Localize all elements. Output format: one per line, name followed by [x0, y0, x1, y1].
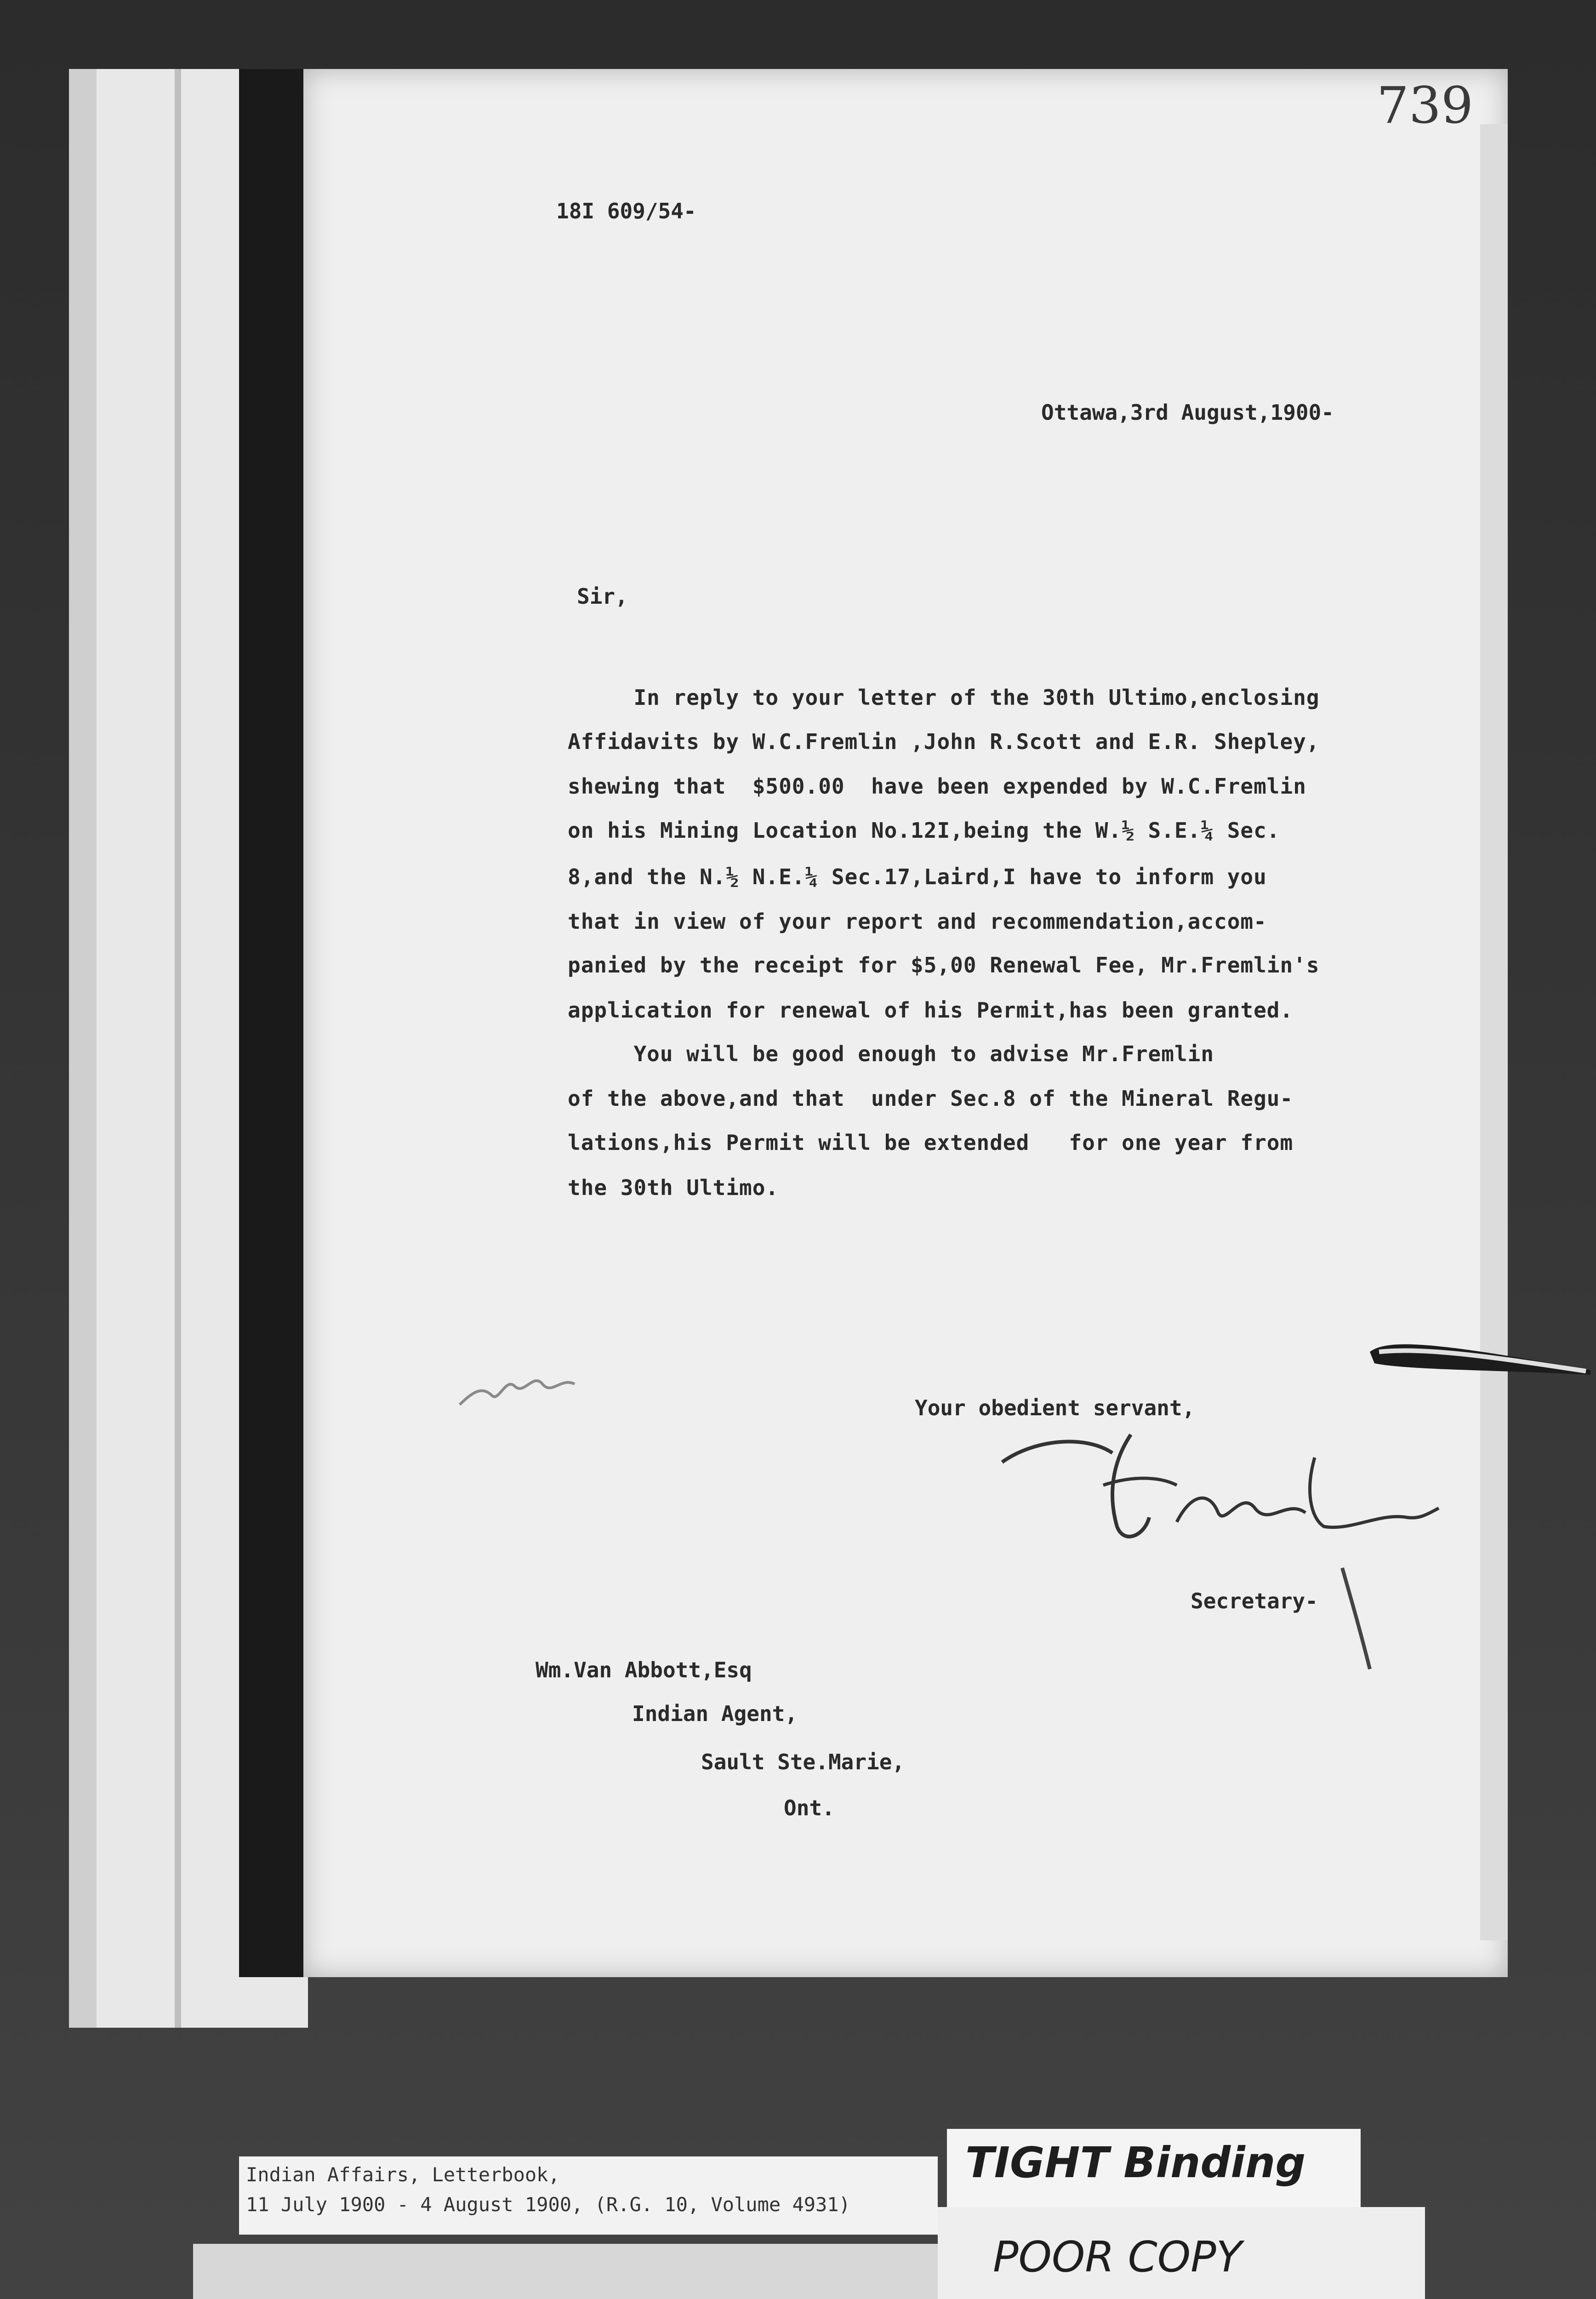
- letter-page: [303, 69, 1508, 1977]
- binding-shadow: [69, 69, 97, 2028]
- body-line: 8,and the N.½ N.E.¼ Sec.17,Laird,I have to inform you: [568, 864, 1267, 889]
- signer-title: Secretary-: [1191, 1589, 1318, 1613]
- body-line: application for renewal of his Permit,has been granted.: [568, 998, 1294, 1023]
- body-line: In reply to your letter of the 30th Ultimo,enclosing: [568, 685, 1320, 710]
- body-line: of the above,and that under Sec.8 of the Mineral Regu-: [568, 1086, 1294, 1111]
- binding-gutter: [239, 69, 308, 1977]
- archive-label-line: 11 July 1900 - 4 August 1900, (R.G. 10, Volume 4931): [246, 2193, 850, 2216]
- body-line: that in view of your report and recommendation,accom-: [568, 909, 1267, 934]
- archive-label-line: Indian Affairs, Letterbook,: [246, 2163, 560, 2186]
- poor-copy-note: POOR COPY: [993, 2232, 1242, 2282]
- signature: [993, 1421, 1443, 1559]
- pencil-stroke: [1333, 1563, 1388, 1674]
- body-line: shewing that $500.00 have been expended by W.C.Fremlin: [568, 774, 1306, 799]
- recipient-province: Ont.: [784, 1796, 835, 1820]
- pencil-mark: [455, 1359, 593, 1418]
- pen-icon: [1370, 1338, 1590, 1375]
- salutation: Sir,: [577, 584, 628, 609]
- file-reference: 18I 609/54-: [556, 199, 696, 223]
- body-line: Affidavits by W.C.Fremlin ,John R.Scott and E.R. Shepley,: [568, 729, 1320, 754]
- body-line: lations,his Permit will be extended for one year from: [568, 1130, 1294, 1155]
- body-line: on his Mining Location No.12I,being the W.½ S.E.¼ Sec.: [568, 818, 1280, 843]
- body-line: the 30th Ultimo.: [568, 1175, 779, 1200]
- recipient-title: Indian Agent,: [632, 1701, 798, 1726]
- closing: Your obedient servant,: [915, 1395, 1195, 1420]
- page-edge: [1480, 124, 1508, 1940]
- dateline: Ottawa,3rd August,1900-: [1041, 400, 1334, 425]
- binding-note: TIGHT Binding: [965, 2138, 1306, 2187]
- body-line: panied by the receipt for $5,00 Renewal Fee, Mr.Fremlin's: [568, 953, 1320, 978]
- body-line: You will be good enough to advise Mr.Fremlin: [568, 1041, 1214, 1066]
- page-number: 739: [1377, 76, 1473, 135]
- recipient-name: Wm.Van Abbott,Esq: [536, 1658, 752, 1682]
- binding-fold-line: [175, 69, 181, 2028]
- recipient-city: Sault Ste.Marie,: [701, 1750, 905, 1774]
